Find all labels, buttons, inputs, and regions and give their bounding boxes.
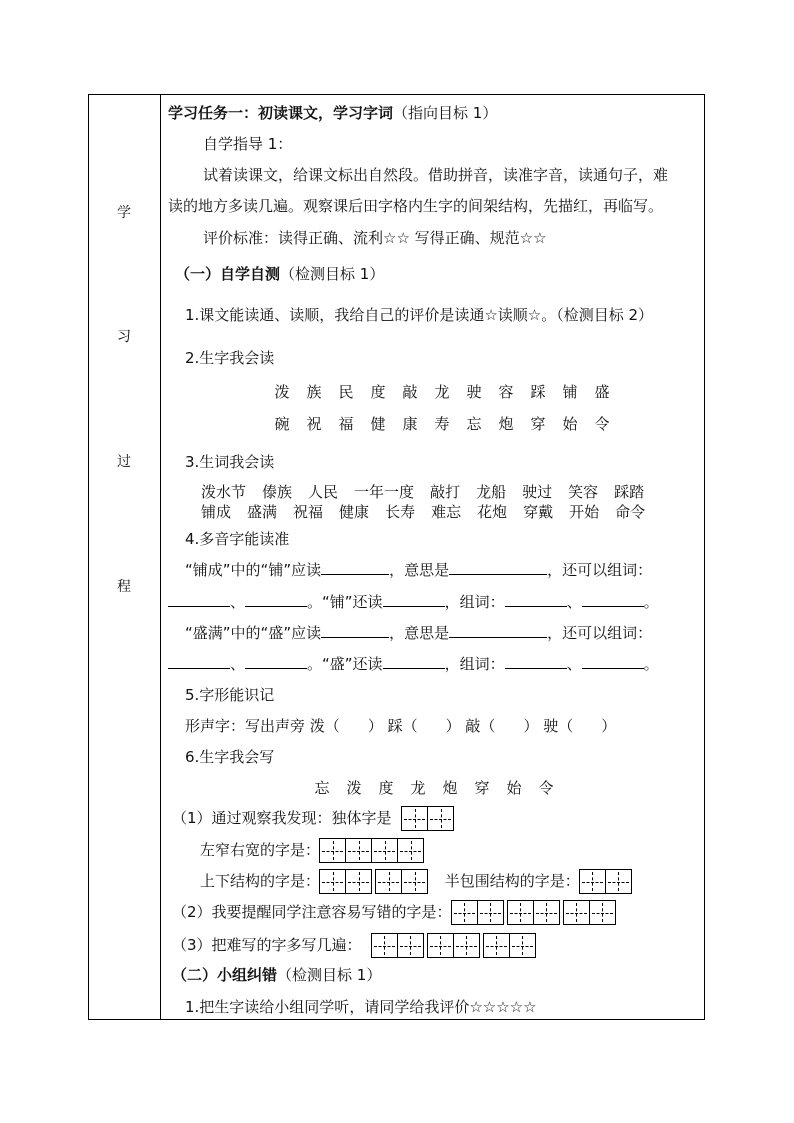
char: 康	[402, 415, 418, 433]
task-target: （指向目标 1）	[393, 104, 498, 122]
text: （3）把难写的字多写几遍：	[172, 936, 362, 954]
text: ）	[523, 717, 539, 735]
text: 。“铺”还读	[307, 593, 383, 611]
char: 祝	[306, 415, 322, 433]
text: ）	[367, 717, 383, 735]
word: 龙船	[476, 483, 507, 501]
answer-blank[interactable]	[383, 592, 445, 607]
text: （2）我要提醒同学注意容易写错的字是：	[172, 903, 452, 921]
char: 铺	[562, 383, 578, 401]
word: 开始	[569, 503, 600, 521]
word: 傣族	[262, 483, 293, 501]
word: 铺成	[201, 503, 232, 521]
char: 穿	[474, 779, 490, 797]
char: 令	[538, 779, 554, 797]
write-line-1	[172, 806, 454, 831]
char: 寿	[434, 415, 450, 433]
guide-title: 自学指导 1：	[203, 135, 293, 153]
polyphone-line-1a	[185, 559, 652, 580]
word: 人民	[308, 483, 339, 501]
char: 龙	[434, 383, 450, 401]
question-3-title: 3.生词我会读	[185, 453, 275, 471]
char: 炮	[498, 415, 514, 433]
text: ，还可以组词：	[547, 561, 653, 579]
answer-blank[interactable]	[582, 592, 644, 607]
guide-criteria: 评价标准：读得正确、流利☆☆ 写得正确、规范☆☆	[203, 229, 547, 247]
answer-blank[interactable]	[383, 654, 445, 669]
char: 民	[338, 383, 354, 401]
char: 穿	[530, 415, 546, 433]
word-row-1	[201, 481, 660, 502]
word: 盛满	[247, 503, 278, 521]
word: 泼水节	[201, 483, 247, 501]
guide-line-2: 读的地方多读几遍。观察课后田字格内生字的间架结构，先描红，再临写。	[168, 197, 664, 215]
text: 、	[566, 655, 582, 673]
answer-blank[interactable]	[245, 592, 307, 607]
text: ，组词：	[444, 593, 505, 611]
text: （1）通过观察我发现：独体字是	[172, 809, 392, 827]
write-line-5	[172, 933, 536, 958]
answer-blank[interactable]	[449, 560, 547, 575]
char: 驶	[466, 383, 482, 401]
char: 令	[594, 415, 610, 433]
text: 半包围结构的字是：	[444, 872, 580, 890]
word: 命令	[615, 503, 646, 521]
side-label-2: 习	[117, 329, 131, 345]
tianzige-grid[interactable]	[402, 806, 454, 831]
text: “铺成”中的“铺”应读	[185, 561, 322, 579]
char: 度	[370, 383, 386, 401]
char: 福	[338, 415, 354, 433]
word: 难忘	[431, 503, 462, 521]
char: 炮	[442, 779, 458, 797]
text: ，还可以组词：	[547, 624, 653, 642]
question-6-title: 6.生字我会写	[185, 748, 275, 766]
answer-blank[interactable]	[505, 654, 567, 669]
section1-heading	[175, 263, 384, 284]
text: 、	[566, 593, 582, 611]
polyphone-line-1b	[168, 591, 659, 612]
task-title: 学习任务一：初读课文，学习字词	[168, 104, 394, 122]
section2-heading	[172, 964, 381, 985]
char: 踩	[530, 383, 546, 401]
text: 。	[643, 593, 659, 611]
text: ）	[445, 717, 461, 735]
question-5-title: 5.字形能识记	[185, 686, 275, 704]
char: 忘	[466, 415, 482, 433]
answer-blank[interactable]	[505, 592, 567, 607]
write-char-row	[306, 777, 562, 798]
side-label-1: 学	[117, 205, 131, 221]
text: 敲（	[465, 717, 496, 735]
char: 泼	[346, 779, 362, 797]
write-line-2	[200, 838, 424, 863]
text: ，意思是	[389, 561, 450, 579]
text: 形声字：写出声旁	[185, 717, 306, 735]
char: 健	[370, 415, 386, 433]
text: ，意思是	[389, 624, 450, 642]
write-line-4	[172, 900, 616, 925]
answer-blank[interactable]	[321, 560, 389, 575]
char: 盛	[594, 383, 610, 401]
answer-blank[interactable]	[168, 592, 230, 607]
word-row-2	[201, 501, 661, 522]
answer-blank[interactable]	[321, 623, 389, 638]
task-heading	[168, 102, 497, 123]
text: 左窄右宽的字是：	[200, 841, 321, 859]
word: 健康	[339, 503, 370, 521]
word: 驶过	[522, 483, 553, 501]
section1-target: （检测目标 1）	[280, 265, 385, 283]
section2-title: （二）小组纠错	[172, 966, 278, 984]
word: 穿戴	[523, 503, 554, 521]
text: 泼（	[309, 717, 340, 735]
side-label-4: 程	[117, 579, 131, 595]
char-row-1	[266, 381, 618, 402]
section1-title: （一）自学自测	[175, 265, 281, 283]
text: 。	[643, 655, 659, 673]
question-4-title: 4.多音字能读准	[185, 530, 290, 548]
polyphone-line-2a	[185, 622, 652, 643]
answer-blank[interactable]	[168, 654, 230, 669]
text: 驶（	[543, 717, 574, 735]
answer-blank[interactable]	[582, 654, 644, 669]
char: 忘	[314, 779, 330, 797]
tianzige-grid[interactable]	[320, 838, 424, 863]
char: 始	[506, 779, 522, 797]
char: 族	[306, 383, 322, 401]
question-2-title: 2.生字我会读	[185, 349, 275, 367]
section2-target: （检测目标 1）	[277, 966, 382, 984]
tianzige-grid[interactable]	[372, 933, 536, 958]
radical-line	[185, 715, 616, 736]
char: 敲	[402, 383, 418, 401]
polyphone-line-2b	[168, 653, 659, 674]
question-7: 1.把生字读给小组同学听，请同学给我评价☆☆☆☆☆	[185, 998, 537, 1016]
text: ）	[601, 717, 617, 735]
answer-blank[interactable]	[449, 623, 547, 638]
question-1: 1.课文能读通、读顺，我给自己的评价是读通☆读顺☆。（检测目标 2）	[185, 306, 654, 324]
word: 花炮	[477, 503, 508, 521]
word: 笑容	[568, 483, 599, 501]
char: 泼	[274, 383, 290, 401]
char: 碗	[274, 415, 290, 433]
word: 长寿	[385, 503, 416, 521]
tianzige-grid[interactable]	[580, 869, 632, 894]
word: 敲打	[430, 483, 461, 501]
char: 龙	[410, 779, 426, 797]
char-row-2	[266, 413, 618, 434]
word: 一年一度	[354, 483, 415, 501]
tianzige-grid[interactable]	[452, 900, 616, 925]
text: 踩（	[387, 717, 418, 735]
word: 祝福	[293, 503, 324, 521]
guide-line-1: 试着读课文，给课文标出自然段。借助拼音，读准字音，读通句子，难	[203, 166, 669, 184]
char: 容	[498, 383, 514, 401]
side-label-3: 过	[117, 454, 131, 470]
char: 始	[562, 415, 578, 433]
text: “盛满”中的“盛”应读	[185, 624, 322, 642]
tianzige-grid[interactable]	[320, 869, 428, 894]
word: 踩踏	[614, 483, 645, 501]
text: 。“盛”还读	[307, 655, 383, 673]
text: 、	[230, 655, 246, 673]
text: ，组词：	[444, 655, 505, 673]
char: 度	[378, 779, 394, 797]
text: 上下结构的字是：	[200, 872, 321, 890]
answer-blank[interactable]	[245, 654, 307, 669]
write-line-3	[200, 869, 632, 894]
column-divider	[160, 94, 161, 1020]
text: 、	[230, 593, 246, 611]
